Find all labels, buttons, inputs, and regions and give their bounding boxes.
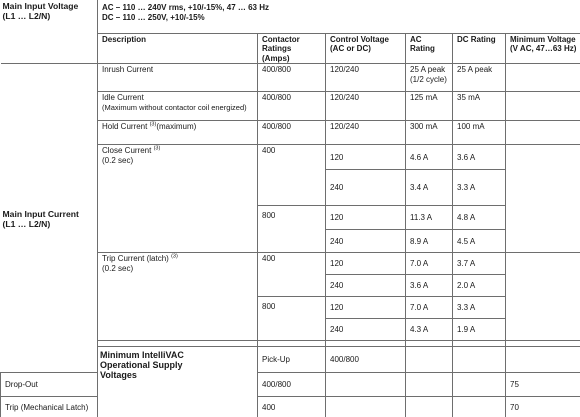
header-contactor <box>258 33 326 64</box>
dropout-ac <box>406 373 453 397</box>
header-min-voltage-line2: (V AC, 47…63 Hz) <box>510 44 577 54</box>
dropout-contactor: 400/800 <box>258 373 326 397</box>
inrush-dc: 25 A peak <box>453 64 506 92</box>
close-control: 240 <box>326 170 406 206</box>
hold-control: 120/240 <box>326 121 406 145</box>
header-contactor-line1: Contactor <box>262 35 321 45</box>
header-min-voltage <box>506 33 580 64</box>
close-control: 120 <box>326 206 406 230</box>
trip-contactor-800: 800 <box>258 297 326 341</box>
header-dc-rating: DC Rating <box>453 33 506 64</box>
trip-description-main: Trip Current (latch) <box>102 254 171 263</box>
ac-voltage-text: AC – 110 … 240V rms, +10/-15%, 47 … 63 Hz <box>102 3 577 13</box>
trip-dc: 3.7 A <box>453 253 506 275</box>
header-spacer <box>1 33 98 64</box>
table-row <box>1 64 580 92</box>
dropout-control <box>326 373 406 397</box>
main-input-voltage-row <box>1 0 580 33</box>
trip-latch-contactor: 400 <box>258 397 326 417</box>
close-dc: 3.6 A <box>453 145 506 170</box>
min-supply-label-line2: Operational Supply <box>100 360 253 370</box>
pickup-description: Pick-Up <box>258 347 326 373</box>
trip-latch-min-voltage: 70 <box>506 397 580 417</box>
header-description: Description <box>98 33 258 64</box>
trip-description <box>98 253 258 341</box>
close-dc: 4.5 A <box>453 230 506 253</box>
trip-min-voltage <box>506 253 580 341</box>
trip-control: 240 <box>326 275 406 297</box>
close-min-voltage <box>506 145 580 253</box>
trip-latch-description: Trip (Mechanical Latch) <box>1 397 98 417</box>
inrush-description: Inrush Current <box>98 64 258 92</box>
header-ac-rating: AC Rating <box>406 33 453 64</box>
trip-dc: 1.9 A <box>453 319 506 341</box>
trip-ac: 7.0 A <box>406 253 453 275</box>
inrush-contactor: 400/800 <box>258 64 326 92</box>
close-description <box>98 145 258 253</box>
hold-ac: 300 mA <box>406 121 453 145</box>
min-supply-label-line1: Minimum IntelliVAC <box>100 350 253 360</box>
dc-voltage-text: DC – 110 … 250V, +10/-15% <box>102 13 577 23</box>
idle-dc: 35 mA <box>453 92 506 121</box>
idle-min-voltage <box>506 92 580 121</box>
trip-description-sub: (0.2 sec) <box>102 264 253 274</box>
dropout-dc <box>453 373 506 397</box>
hold-min-voltage <box>506 121 580 145</box>
close-control: 120 <box>326 145 406 170</box>
header-control-line1: Control Voltage <box>330 35 401 45</box>
trip-ac: 7.0 A <box>406 297 453 319</box>
trip-dc: 2.0 A <box>453 275 506 297</box>
main-input-current-label-line2: (L1 … L2/N) <box>3 219 94 229</box>
dropout-min-voltage: 75 <box>506 373 580 397</box>
close-contactor-800: 800 <box>258 206 326 253</box>
main-input-current-label <box>1 64 98 373</box>
hold-description <box>98 121 258 145</box>
idle-description <box>98 92 258 121</box>
inrush-ac-line1: 25 A peak <box>410 65 448 75</box>
inrush-control: 120/240 <box>326 64 406 92</box>
inrush-min-voltage <box>506 64 580 92</box>
hold-contactor: 400/800 <box>258 121 326 145</box>
idle-contactor: 400/800 <box>258 92 326 121</box>
main-input-current-label-line1: Main Input Current <box>3 209 94 219</box>
trip-contactor-400: 400 <box>258 253 326 297</box>
inrush-ac <box>406 64 453 92</box>
close-description-sub: (0.2 sec) <box>102 156 253 166</box>
trip-footnote: (3) <box>171 253 178 259</box>
header-control-line2: (AC or DC) <box>330 44 401 54</box>
header-min-voltage-line1: Minimum Voltage <box>510 35 577 45</box>
main-input-voltage-label-line2: (L1 … L2/N) <box>3 11 94 21</box>
hold-description-pre: Hold Current <box>102 122 150 131</box>
pickup-control <box>406 347 453 373</box>
min-supply-label <box>98 347 258 417</box>
hold-footnote: (3) <box>150 121 157 127</box>
close-control: 240 <box>326 230 406 253</box>
table-row <box>1 373 580 397</box>
idle-control: 120/240 <box>326 92 406 121</box>
pickup-dc <box>506 347 580 373</box>
idle-description-main: Idle Current <box>102 93 253 103</box>
close-description-main: Close Current <box>102 146 154 155</box>
trip-control: 120 <box>326 253 406 275</box>
hold-dc: 100 mA <box>453 121 506 145</box>
trip-control: 120 <box>326 297 406 319</box>
idle-description-sub: (Maximum without contactor coil energized) <box>102 103 253 113</box>
close-footnote: (3) <box>154 145 161 151</box>
hold-description-post: (maximum) <box>156 122 196 131</box>
header-contactor-line2: Ratings (Amps) <box>262 44 321 63</box>
close-ac: 11.3 A <box>406 206 453 230</box>
pickup-contactor: 400/800 <box>326 347 406 373</box>
trip-ac: 3.6 A <box>406 275 453 297</box>
dropout-description: Drop-Out <box>1 373 98 397</box>
trip-control: 240 <box>326 319 406 341</box>
close-contactor-400: 400 <box>258 145 326 206</box>
close-ac: 4.6 A <box>406 145 453 170</box>
main-input-voltage-label <box>1 0 98 33</box>
close-dc: 4.8 A <box>453 206 506 230</box>
inrush-ac-line2: (1/2 cycle) <box>410 75 448 85</box>
trip-dc: 3.3 A <box>453 297 506 319</box>
close-ac: 3.4 A <box>406 170 453 206</box>
close-dc: 3.3 A <box>453 170 506 206</box>
close-ac: 8.9 A <box>406 230 453 253</box>
pickup-ac <box>453 347 506 373</box>
min-supply-label-line3: Voltages <box>100 370 253 380</box>
main-input-voltage-label-line1: Main Input Voltage <box>3 1 94 11</box>
header-control-voltage <box>326 33 406 64</box>
trip-ac: 4.3 A <box>406 319 453 341</box>
column-header-row <box>1 33 580 64</box>
main-input-voltage-value <box>98 0 580 33</box>
idle-ac: 125 mA <box>406 92 453 121</box>
